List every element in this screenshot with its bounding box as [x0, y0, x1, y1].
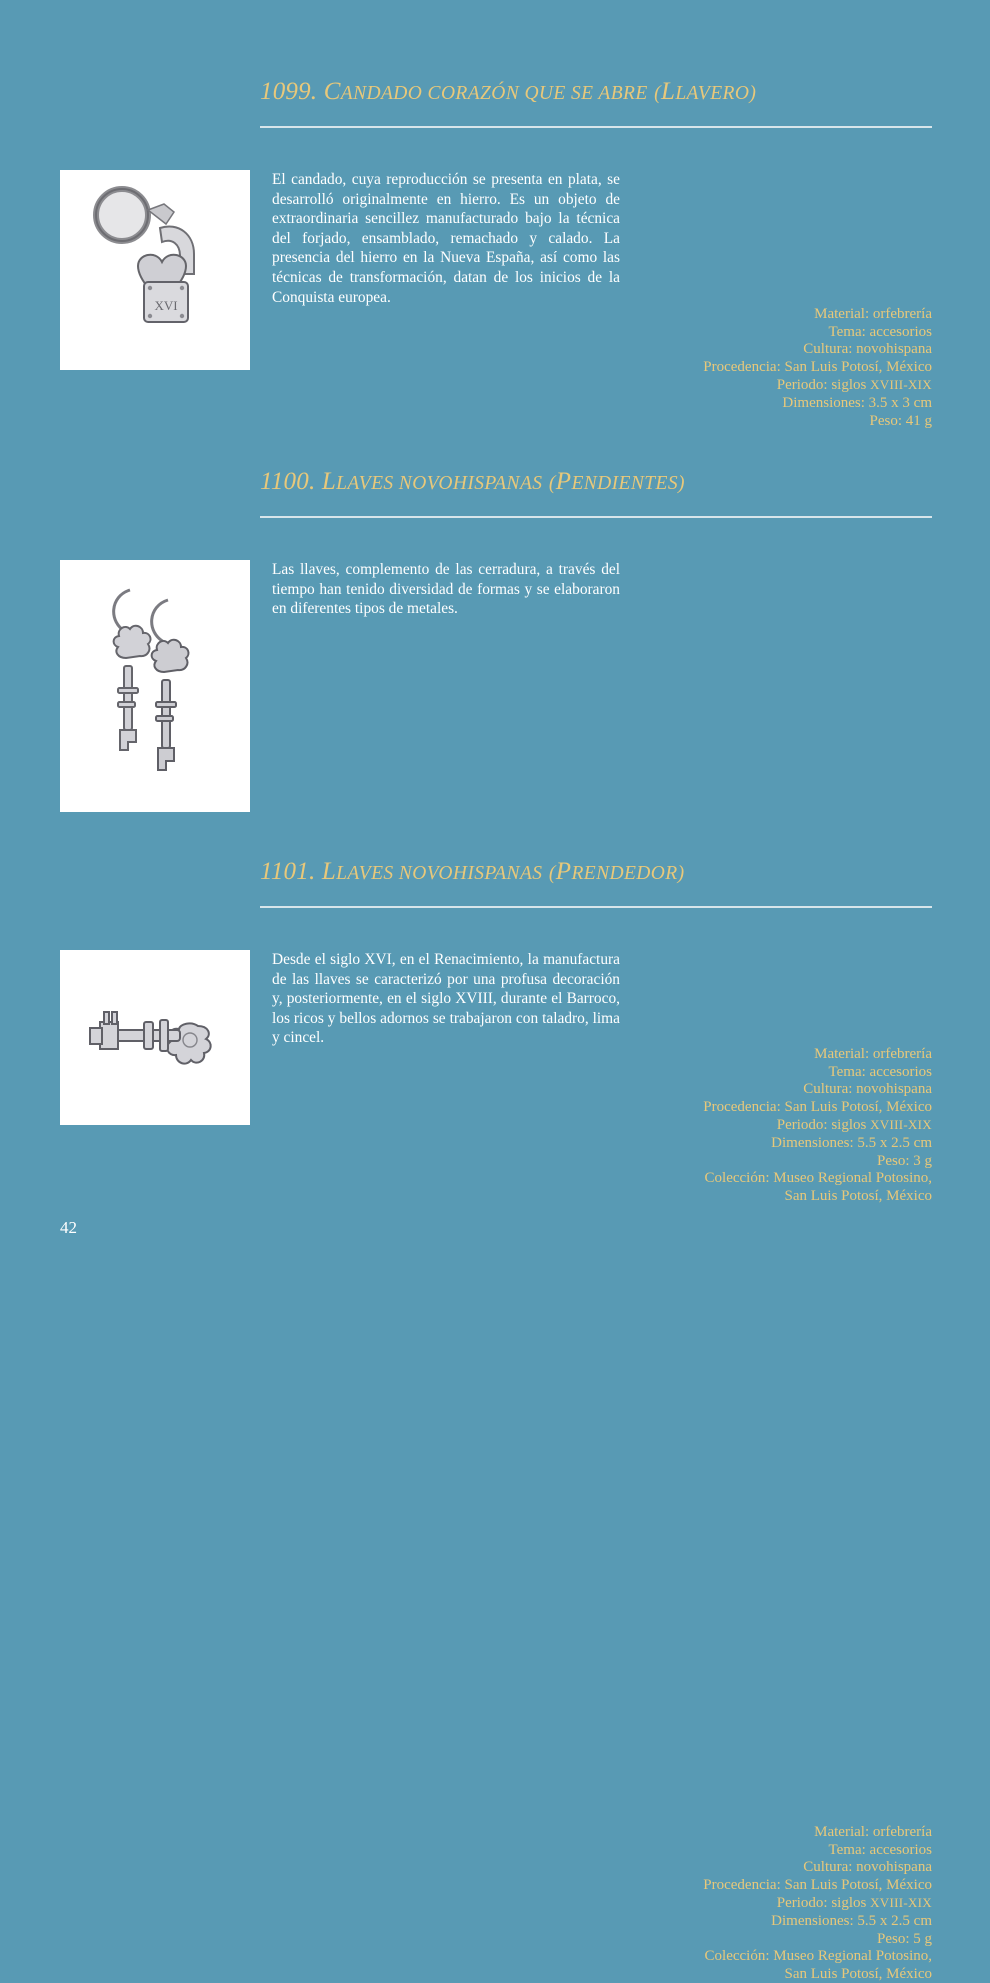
meta-coleccion-cont: San Luis Potosí, México [784, 1965, 932, 1982]
entry-title-main: CANDADO CORAZÓN QUE SE ABRE [323, 78, 648, 105]
entry-metadata [460, 1046, 932, 1205]
meta-coleccion: Colección: Museo Regional Potosino, [704, 1170, 932, 1187]
meta-procedencia: Procedencia: San Luis Potosí, México [703, 1098, 932, 1115]
entry-title-main: LLAVES NOVOHISPANAS [321, 468, 543, 495]
title-divider [260, 906, 932, 908]
meta-peso: Peso: 41 g [869, 412, 932, 429]
key-brooch-illustration [60, 950, 250, 1125]
entry-title-main: LLAVES NOVOHISPANAS [321, 858, 543, 885]
title-divider [260, 516, 932, 518]
meta-peso: Peso: 3 g [876, 1152, 932, 1169]
entry-number: 1099. [260, 78, 318, 105]
entry-metadata [460, 306, 932, 430]
entry-title [260, 858, 932, 886]
object-photo [60, 950, 250, 1125]
meta-coleccion-cont: San Luis Potosí, México [784, 1187, 932, 1204]
meta-peso: Peso: 5 g [876, 1930, 932, 1947]
title-divider [260, 126, 932, 128]
entry-title [260, 468, 932, 496]
object-photo [60, 170, 250, 370]
meta-cultura: Cultura: novohispana [803, 341, 932, 358]
entry-description: Las llaves, complemento de las cerradura, a través del tiempo han tenido diversidad de formas y se elaboraron en diferentes tipos de metales. [272, 561, 620, 618]
meta-dimensiones: Dimensiones: 5.5 x 2.5 cm [771, 1912, 932, 1929]
meta-tema: Tema: accesorios [828, 323, 932, 340]
meta-material: Material: orfebrería [814, 1046, 932, 1062]
entry-title-paren: (LLAVERO) [654, 78, 757, 105]
entry-number: 1101. [260, 858, 316, 885]
entry-description: El candado, cuya reproducción se presenta en plata, se desarrolló originalmente en hierro. Es un objeto de extraordinaria sencillez manufacturado bajo la técnica del forjado, ensamblado, remachado y calado. La presencia del hierro en la Nueva España, así como las técnicas de transformación, datan de los inicios de la Conquista europea. [272, 171, 620, 306]
meta-dimensiones: Dimensiones: 3.5 x 3 cm [782, 394, 932, 411]
entry-description: Desde el siglo XVI, en el Renacimiento, la manufactura de las llaves se caracterizó por una profusa decoración y, posteriormente, en el siglo XVIII, durante el Barroco, los ricos y bellos adornos se trabajaron con taladro, lima y cincel. [272, 951, 620, 1047]
meta-material: Material: orfebrería [814, 1824, 932, 1840]
meta-coleccion: Colección: Museo Regional Potosino, [704, 1948, 932, 1965]
entry-metadata [460, 1824, 932, 1983]
meta-cultura: Cultura: novohispana [803, 1859, 932, 1876]
meta-tema: Tema: accesorios [828, 1063, 932, 1080]
page-number: 42 [60, 1218, 77, 1237]
meta-material: Material: orfebrería [814, 306, 932, 322]
meta-procedencia: Procedencia: San Luis Potosí, México [703, 358, 932, 375]
meta-dimensiones: Dimensiones: 5.5 x 2.5 cm [771, 1134, 932, 1151]
meta-periodo: Periodo: siglos XVIII-XIX [776, 1895, 932, 1912]
entry-number: 1100. [260, 468, 316, 495]
meta-tema: Tema: accesorios [828, 1841, 932, 1858]
entry-title [260, 78, 932, 106]
meta-procedencia: Procedencia: San Luis Potosí, México [703, 1876, 932, 1893]
meta-cultura: Cultura: novohispana [803, 1081, 932, 1098]
object-photo [60, 560, 250, 812]
meta-periodo: Periodo: siglos XVIII-XIX [776, 377, 932, 394]
key-earrings-illustration [60, 560, 250, 812]
entry-title-paren: (PRENDEDOR) [548, 858, 685, 885]
svg-text:XVI: XVI [154, 298, 178, 313]
padlock-heart-illustration [60, 170, 250, 370]
entry-title-paren: (PENDIENTES) [548, 468, 685, 495]
meta-periodo: Periodo: siglos XVIII-XIX [776, 1117, 932, 1134]
